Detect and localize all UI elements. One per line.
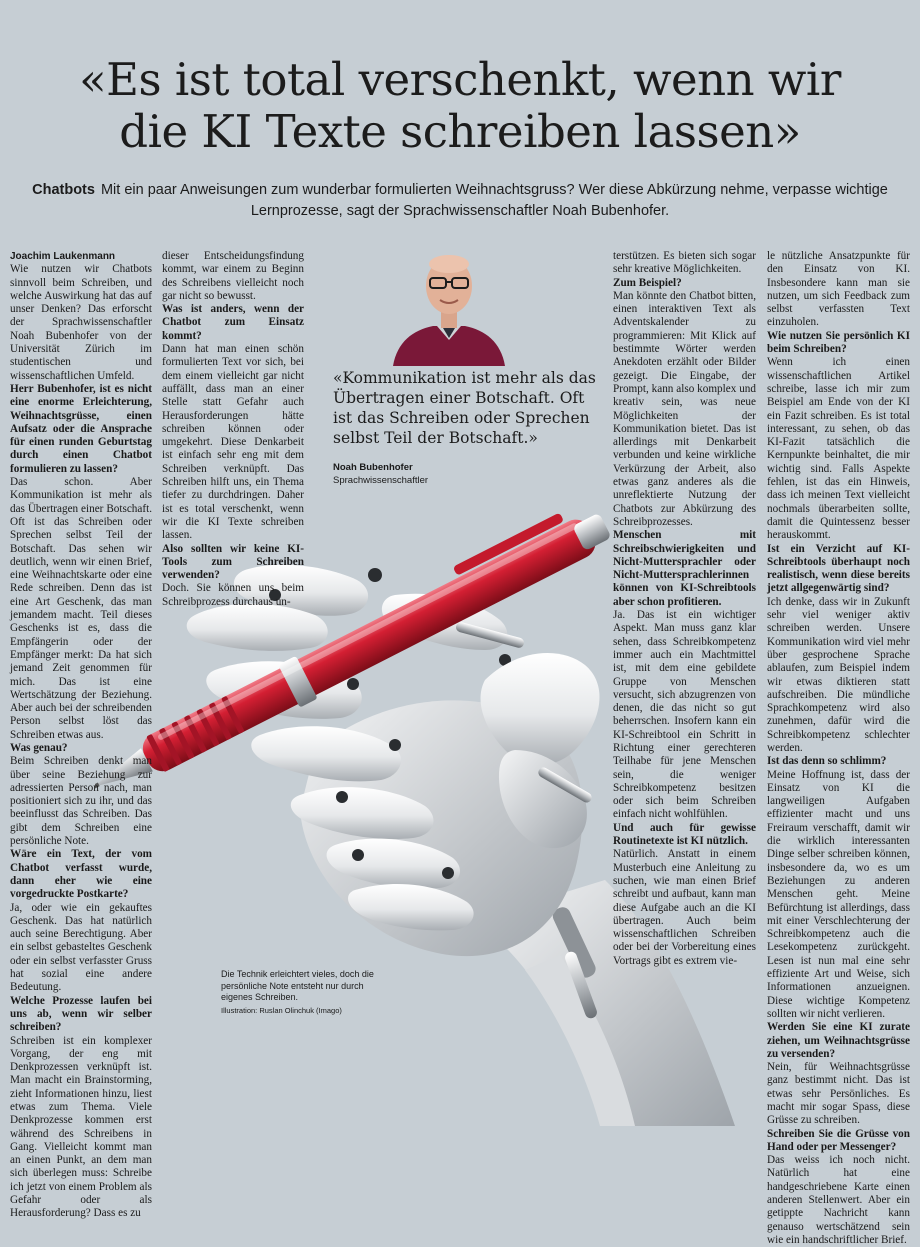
lead-text: Mit ein paar Anweisungen zum wunderbar formulierten Weihnachtsgruss? Wer diese Abkürzung nehme, verpasse wichtige Lernprozesse, sagt der Sprachwissenschaftler Noah Bubenhofer. [100, 182, 888, 219]
body-paragraph: terstützen. Es bieten sich sogar sehr kreative Möglichkeiten. [613, 250, 756, 276]
article-column-1 [10, 250, 152, 1221]
author-byline: Joachim Laukenmann [10, 251, 116, 262]
interview-question: Ist das denn so schlimm? [767, 755, 887, 768]
body-paragraph: Das schon. Aber Kommunikation ist mehr als das Übertragen einer Botschaft. Oft ist das Schreiben oder Sprechen selbst Teil der Botschaft. Das sehen wir deutlich, wenn wir einen Brief, eine Weihnachtskarte oder eine Rede schreiben. Denn das ist eine Art Geschenk, das man jemandem macht. Teil dieses Geschenks ist es, dass die Empfängerin oder der Empfänger merkt: Da hat sich jemand Zeit genommen für mich. Das ist eine Wertschätzung der Beziehung. Aber auch bei der schreibenden Person selbst löst das Schreiben etwas aus. [10, 476, 152, 741]
interview-question: Also sollten wir keine KI-Tools zum Schreiben verwenden? [162, 542, 304, 582]
lead-kicker: Chatbots [32, 182, 95, 198]
interview-question: Ist ein Verzicht auf KI-Schreibtools überhaupt noch realistisch, wenn diese bereits jetzt allgegenwärtig sind? [767, 542, 910, 595]
body-paragraph: Wie nutzen wir Chatbots sinnvoll beim Schreiben, und welche Auswirkung hat das auf unser Denken? Das erforscht der Sprachwissenschaftler Noah Bubenhofer von der Universität Zürich im studentischen und wissenschaftlichen Umfeld. [10, 263, 152, 382]
body-paragraph: Natürlich. Anstatt in einem Musterbuch eine Anleitung zu suchen, wie man einen Brief schreibt und aufbaut, kann man diese Aufgabe auch an die KI übertragen. Auch beim wissenschaftlichen Schreiben oder bei der Vorbereitung eines Vortrags gibt es extrem vie- [613, 848, 756, 967]
caption-text: Die Technik erleichtert vieles, doch die persönliche Note entsteht nur durch eigenes Schreiben. [221, 969, 374, 1002]
interview-question: Wie nutzen Sie persönlich KI beim Schreiben? [767, 329, 910, 356]
pull-quote-role: Sprachwissenschaftler [333, 475, 429, 486]
pull-quote-attribution [333, 461, 533, 487]
body-paragraph: Man könnte den Chatbot bitten, einen interaktiven Text als Adventskalender zu programmieren: Mit Klick auf bestimmte Wörter werden Anekdoten erzählt oder Bilder gezeigt. Die Eingabe, der Prompt, kann also komplex und kreativ sein, was neue Möglichkeiten der Kommunikation bietet. Das ist allerdings mit Denkarbeit verbunden und keine wirkliche Verkürzung der Arbeit, also etwas ganz anderes als die unreflektierte Nutzung der Chatbots zur Abkürzung des Schreibprozesses. [613, 289, 756, 528]
interview-question: Herr Bubenhofer, ist es nicht eine enorme Erleichterung, Weihnachtsgrüsse, einen Aufsatz oder die Ansprache für einen runden Geburtstag durch einen Chatbot formulieren zu lassen? [10, 382, 152, 475]
article-column-3 [613, 250, 756, 968]
body-paragraph: Schreiben ist ein komplexer Vorgang, der eng mit Denkprozessen verknüpft ist. Man macht ein Brainstorming, zieht Informationen hinzu, liest etwas zum Thema. Viele Denkprozesse kommen erst während des Schreibens in Gang. Vielleicht kommt man an einen Punkt, an dem man sich überlegen muss: Schreibe ich jetzt von einem Problem als Gefahr oder als Herausforderung? Dass es zu [10, 1034, 152, 1220]
body-paragraph: Dann hat man einen schön formulierten Text vor sich, bei dem einem vielleicht gar nicht auffällt, dass man an einer Stelle statt Gefahr auch Herausforderungen hätte schreiben können oder umgekehrt. Diese Denkarbeit ist einfach sehr eng mit dem Schreiben verknüpft. Das Schreiben hilft uns, ein Thema tiefer zu durchdringen. Daher ist es total verschenkt, wenn wir die KI Texte schreiben lassen. [162, 343, 304, 542]
illustration-caption [221, 969, 391, 1016]
interview-question: Menschen mit Schreibschwierigkeiten und Nicht-Muttersprachler oder Nicht-Muttersprachlerinnen können von KI-Schreibtools aber schon profitieren. [613, 529, 756, 608]
interview-question: Schreiben Sie die Grüsse von Hand oder per Messenger? [767, 1127, 910, 1153]
body-paragraph: Ja. Das ist ein wichtiger Aspekt. Man muss ganz klar sehen, dass Schreibkompetenz immer auch ein Machtmittel ist, mit dem eine gebildete Gruppe von Menschen versucht, sich abzugrenzen von denen, die das nicht so gut beherrschen. Insofern kann ein KI-Schreibtool ein Schritt in Richtung einer gerechteren Teilhabe für jene Menschen sein, die weniger Schreibkompetenz besitzen oder sich beim Schreiben einfach nicht wohlfühlen. [613, 609, 756, 821]
interview-question: Zum Beispiel? [613, 276, 682, 289]
body-paragraph: dieser Entscheidungsfindung kommt, war einem zu Beginn des Schreibens vielleicht noch gar nicht so bewusst. [162, 250, 304, 302]
body-paragraph: Wenn ich einen wissenschaftlichen Artikel schreibe, lasse ich mir zum Beispiel am Ende von der KI ein Fazit schreiben. Es ist total interessant, zu sehen, ob das KI-Fazit tatsächlich die Kernpunkte beinhaltet, die mir wichtig sind. Falls Aspekte fehlen, ist das ein Hinweis, dass ich meinen Text vielleicht nochmals überarbeiten sollte, damit die Quintessenz besser herauskommt. [767, 356, 910, 542]
article-column-2 [162, 250, 304, 609]
body-paragraph: Doch. Sie können uns beim Schreibprozess durchaus un- [162, 582, 304, 608]
body-paragraph: Nein, für Weihnachtsgrüsse ganz bestimmt nicht. Das ist etwas sehr Persönliches. Es macht mir sogar Spass, diese Grüsse zu schreiben. [767, 1061, 910, 1127]
body-paragraph: le nützliche Ansatzpunkte für den Einsatz von KI. Insbesondere kann man sie nutzen, um sich Feedback zum selbst verfassten Text einzuholen. [767, 250, 910, 329]
lead-paragraph [30, 180, 890, 222]
body-paragraph: Meine Hoffnung ist, dass der Einsatz von KI die langweiligen Aufgaben effizienter macht und uns Freiraum verschafft, damit wir die wirklich interessanten Dinge selber schreiben können, insbesondere da, wo es um Beziehungen zu anderen Menschen geht. Meine Befürchtung ist allerdings, dass mit einer Verschlechterung der Schreibkompetenz auch die Lesekompetenz zurückgeht. Lesen ist nun mal eine sehr effiziente Art und Weise, sich Informationen anzueignen. Diese wichtige Kompetenz sollten wir nicht verlieren. [767, 768, 910, 1020]
body-paragraph: Das weiss ich noch nicht. Natürlich hat eine handgeschriebene Karte einen anderen Stellenwert. Aber ein getippte Nachricht kann genauso wertschätzend sein wie ein handschriftlicher Brief. [767, 1154, 910, 1246]
body-paragraph: Ich denke, dass wir in Zukunft sehr viel weniger aktiv schreiben werden. Unsere Kommunikation wird viel mehr über gesprochene Sprache ablaufen, zum Beispiel indem wir etwas diktieren statt aufschreiben. Die mündliche Sprachkompetenz wird also zunehmen, dafür wird die Schreibkompetenz schlechter werden. [767, 595, 910, 754]
headline-line-2: die KI Texte schreiben lassen» [119, 105, 801, 158]
body-paragraph: Ja, oder wie ein gekauftes Geschenk. Das hat natürlich auch seine Berechtigung. Aber ein selbst gebasteltes Geschenk oder ein selbst verfasster Gruss hat sozial eine andere Bedeutung. [10, 901, 152, 994]
interview-question: Werden Sie eine KI zurate ziehen, um Weihnachtsgrüsse zu versenden? [767, 1021, 910, 1060]
article-column-4 [767, 250, 910, 1247]
interview-question: Und auch für gewisse Routinetexte ist KI nützlich. [613, 821, 756, 848]
caption-credit: Illustration: Ruslan Olinchuk (Imago) [221, 1005, 342, 1015]
interview-question: Was genau? [10, 741, 68, 754]
interview-question: Wäre ein Text, der vom Chatbot verfasst wurde, dann eher wie eine vorgedruckte Postkarte? [10, 848, 152, 901]
body-paragraph: Beim Schreiben denkt man über seine Beziehung zur adressierten Person nach, man positioniert sich zu ihr, und das beeinflusst das Schreiben. Das gibt dem Schreiben eine persönliche Note. [10, 755, 152, 848]
pull-quote-name: Noah Bubenhofer [333, 462, 413, 473]
interview-question: Was ist anders, wenn der Chatbot zum Einsatz kommt? [162, 303, 304, 342]
interview-question: Welche Prozesse laufen bei uns ab, wenn wir selber schreiben? [10, 994, 152, 1034]
headline-line-1: «Es ist total verschenkt, wenn wir [79, 53, 841, 106]
headline [0, 54, 920, 158]
pull-quote: «Kommunikation ist mehr als das Übertragen einer Botschaft. Oft ist das Schreiben oder Sprechen selbst Teil der Botschaft.» [333, 369, 596, 447]
author-portrait [383, 246, 515, 366]
